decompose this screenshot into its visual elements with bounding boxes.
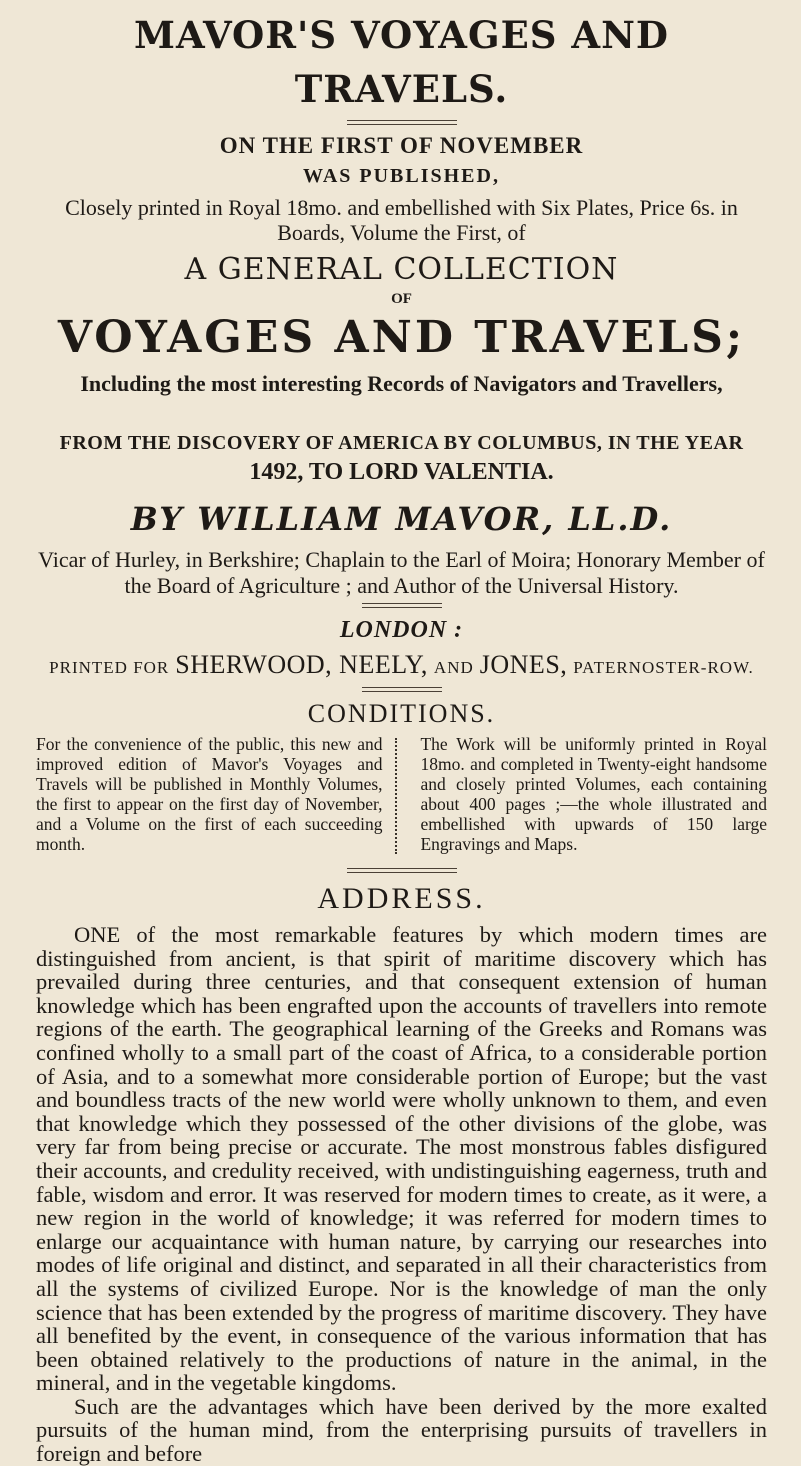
ornamental-rule	[347, 120, 457, 125]
work-title: VOYAGES AND TRAVELS;	[57, 312, 746, 363]
imprint-jones: JONES,	[479, 650, 568, 679]
address-heading: ADDRESS.	[317, 882, 486, 915]
scope-line: FROM THE DISCOVERY OF AMERICA BY COLUMBUS, IN THE YEAR	[59, 432, 744, 454]
address-paragraph-1: ONE of the most remarkable features by which modern times are distinguished from ancient, is that spirit of maritime discovery which has prevailed during three centuries, and that consequent extension of human knowledge which has been engrafted upon the accounts of travellers into remote regions of the earth. The geographical learning of the Greeks and Romans was confined wholly to a small part of the coast of Africa, to a considerable portion of Asia, and to a somewhat more considerable portion of Europe; but the vast and boundless tracts of the new world were wholly unknown to them, and even that knowledge which they possessed of the other divisions of the globe, was very far from being precise or accurate. The most monstrous fables disfigured their accounts, and credulity received, with undistinguishing eagerness, truth and fable, wisdom and error. It was reserved for modern times to create, as it were, a new region in the world of knowledge; it was referred for modern times to enlarge our acquaintance with human nature, by carrying our researches into modes of life original and distinct, and separated in all their characteristics from all the systems of civilized Europe. Nor is the knowledge of man the only science that has been extended by the progress of maritime discovery. They have all benefited by the event, in consequence of the various information that has been obtained relatively to the productions of nature in the animal, in the mineral, and in the vegetable kingdoms.	[36, 922, 767, 1396]
collection-heading: A GENERAL COLLECTION	[184, 252, 619, 287]
ornamental-rule	[347, 868, 457, 873]
was-published-line: WAS PUBLISHED,	[303, 165, 500, 187]
imprint-and: AND	[433, 658, 474, 677]
conditions-heading: CONDITIONS.	[307, 699, 496, 728]
imprint-printed-for: PRINTED FOR	[49, 658, 170, 677]
author-credentials: Vicar of Hurley, in Berkshire; Chaplain to the Earl of Moira; Honorary Member of the Board of Agriculture ; and Author of the Universal History.	[38, 547, 765, 598]
page-title: MAVOR'S VOYAGES AND TRAVELS.	[134, 13, 669, 111]
conditions-right: The Work will be uniformly printed in Royal 18mo. and completed in Twenty-eight handsome and closely printed Volumes, each containing about 400 pages ;—the whole illustrated and embellished with upwards of 150 large Engravings and Maps.	[420, 734, 768, 854]
column-divider	[395, 738, 409, 854]
ornamental-rule	[362, 687, 442, 692]
of-line: OF	[391, 291, 412, 307]
imprint-address: PATERNOSTER-ROW.	[573, 658, 754, 677]
scope-year-line: 1492, TO LORD VALENTIA.	[249, 459, 554, 485]
conditions-left: For the convenience of the public, this new and improved edition of Mavor's Voyages and Travels will be published in Monthly Volumes, the first to appear on the first day of November, and a Volume on the first of each succeeding month.	[36, 734, 383, 854]
imprint-names: SHERWOOD, NEELY,	[175, 650, 428, 679]
conditions-columns	[36, 734, 767, 854]
author-line: BY WILLIAM MAVOR, LL.D.	[130, 500, 673, 538]
address-paragraph-2: Such are the advantages which have been derived by the more exalted pursuits of the human mind, from the enterprising pursuits of travellers in foreign and before	[36, 1393, 767, 1466]
subtitle-line: Including the most interesting Records of Navigators and Travellers,	[80, 371, 723, 396]
ornamental-rule	[362, 603, 442, 608]
imprint-publishers	[36, 650, 767, 683]
publication-date-line: ON THE FIRST OF NOVEMBER	[219, 133, 584, 158]
edition-description: Closely printed in Royal 18mo. and embellished with Six Plates, Price 6s. in Boards, Volume the First, of	[65, 195, 738, 245]
imprint-city: LONDON :	[339, 617, 464, 643]
